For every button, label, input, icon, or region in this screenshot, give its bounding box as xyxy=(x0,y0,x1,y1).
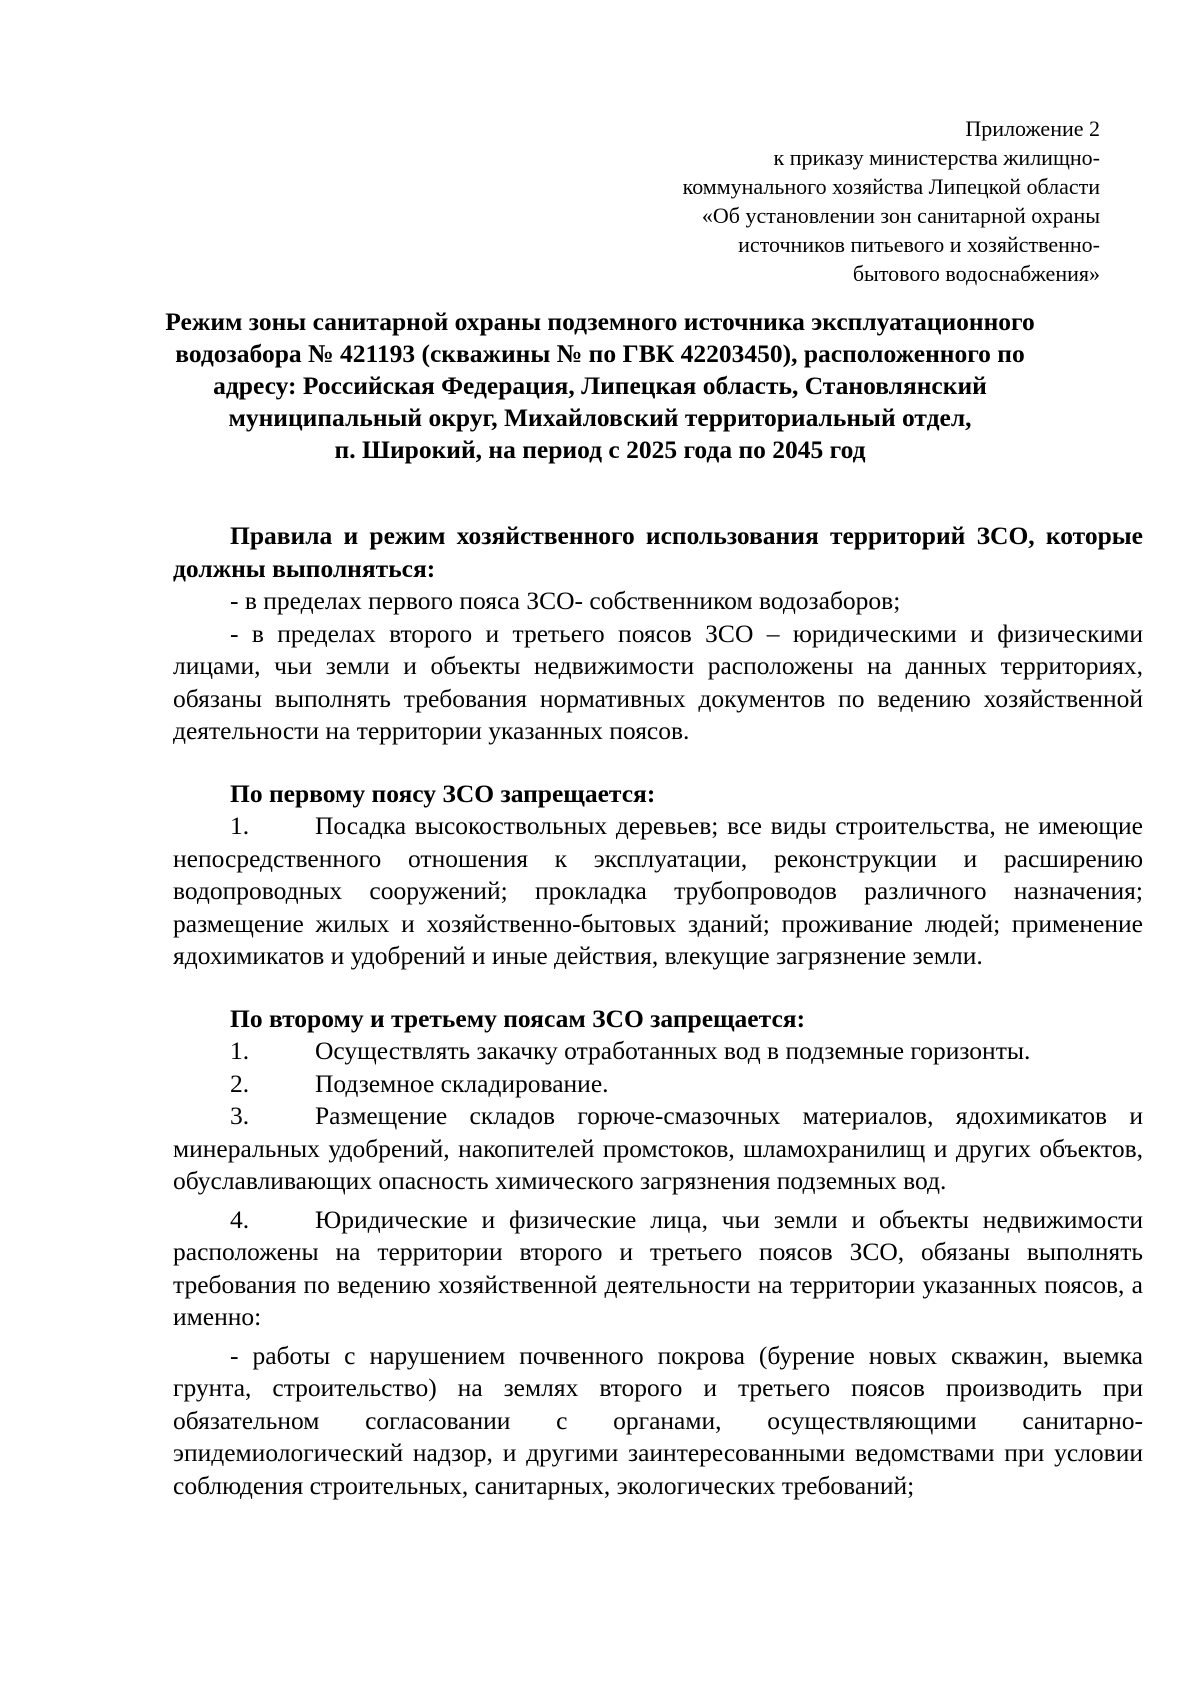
title-line: водозабора № 421193 (скважины № по ГВК 42203450), расположенного по xyxy=(175,339,1025,368)
appendix-line: Приложение 2 xyxy=(965,116,1100,141)
belt23-item xyxy=(173,1068,1143,1101)
item-text: Осуществлять закачку отработанных вод в подземные горизонты. xyxy=(315,1036,1031,1065)
document-body xyxy=(173,520,1143,1502)
item-number: 1. xyxy=(230,1036,250,1065)
appendix-block xyxy=(683,114,1100,288)
item-number: 3. xyxy=(230,1101,250,1130)
appendix-line: «Об установлении зон санитарной охраны xyxy=(701,203,1100,228)
item-text: Подземное складирование. xyxy=(315,1068,609,1098)
item-text: Юридические и физические лица, чьи земли и объекты недвижимости расположены на территории второго и третьего поясов ЗСО, обязаны выполнять требования по ведению хозяйственной деятельности на территории указанных поясов, а именно: xyxy=(173,1204,1143,1331)
document-title xyxy=(120,306,1080,466)
item-number: 4. xyxy=(230,1204,250,1234)
belt1-heading: По первому поясу ЗСО запрещается: xyxy=(230,778,656,808)
appendix-line: источников питьевого и хозяйственно- xyxy=(738,232,1100,257)
title-line: муниципальный округ, Михайловский территориальный отдел, xyxy=(228,403,972,432)
rules-paragraph: - в пределах первого пояса ЗСО- собственником водозаборов; xyxy=(230,586,901,615)
item-text: Посадка высокоствольных деревьев; все виды строительства, не имеющие непосредственного отношения к эксплуатации, реконструкции и расширению водопроводных сооружений; прокладка трубопроводов различного назначения; размещение жилых и хозяйственно-бытовых зданий; проживание людей; применение ядохимикатов и удобрений и иные действия, влекущие загрязнение земли. xyxy=(173,811,1143,970)
belt23-subparagraph: - работы с нарушением почвенного покрова (бурение новых скважин, выемка грунта, строительство) на землях второго и третьего поясов производить при обязательном согласовании с органами, осуществляющими санитарно-эпидемиологический надзор, и другими заинтересованными ведомствами при условии соблюдения строительных, санитарных, экологических требований; xyxy=(173,1340,1143,1500)
title-line: адресу: Российская Федерация, Липецкая область, Становлянский xyxy=(213,371,987,400)
title-line: Режим зоны санитарной охраны подземного источника эксплуатационного xyxy=(165,307,1035,336)
belt23-item xyxy=(173,1100,1143,1198)
rules-paragraph: - в пределах второго и третьего поясов ЗСО – юридическими и физическими лицами, чьи земли и объекты недвижимости расположены на данных территориях, обязаны выполнять требования нормативных документов по ведению хозяйственной деятельности на территории указанных поясов. xyxy=(173,618,1143,745)
rules-heading: Правила и режим хозяйственного использования территорий ЗСО, которые должны выполняться: xyxy=(173,521,1143,583)
appendix-line: бытового водоснабжения» xyxy=(852,261,1100,286)
belt23-heading: По второму и третьему поясам ЗСО запрещается: xyxy=(230,1003,806,1033)
belt1-item xyxy=(173,810,1143,973)
item-text: Размещение складов горюче-смазочных материалов, ядохимикатов и минеральных удобрений, накопителей промстоков, шламохранилищ и других объектов, обуславливающих опасность химического загрязнения подземных вод. xyxy=(173,1101,1143,1195)
appendix-line: коммунального хозяйства Липецкой области xyxy=(682,174,1100,199)
appendix-line: к приказу министерства жилищно- xyxy=(773,145,1100,170)
belt23-item xyxy=(173,1204,1143,1334)
item-number: 2. xyxy=(230,1068,250,1098)
title-line: п. Широкий, на период с 2025 года по 2045 год xyxy=(334,435,866,464)
belt23-item xyxy=(173,1035,1143,1068)
item-number: 1. xyxy=(230,811,250,840)
